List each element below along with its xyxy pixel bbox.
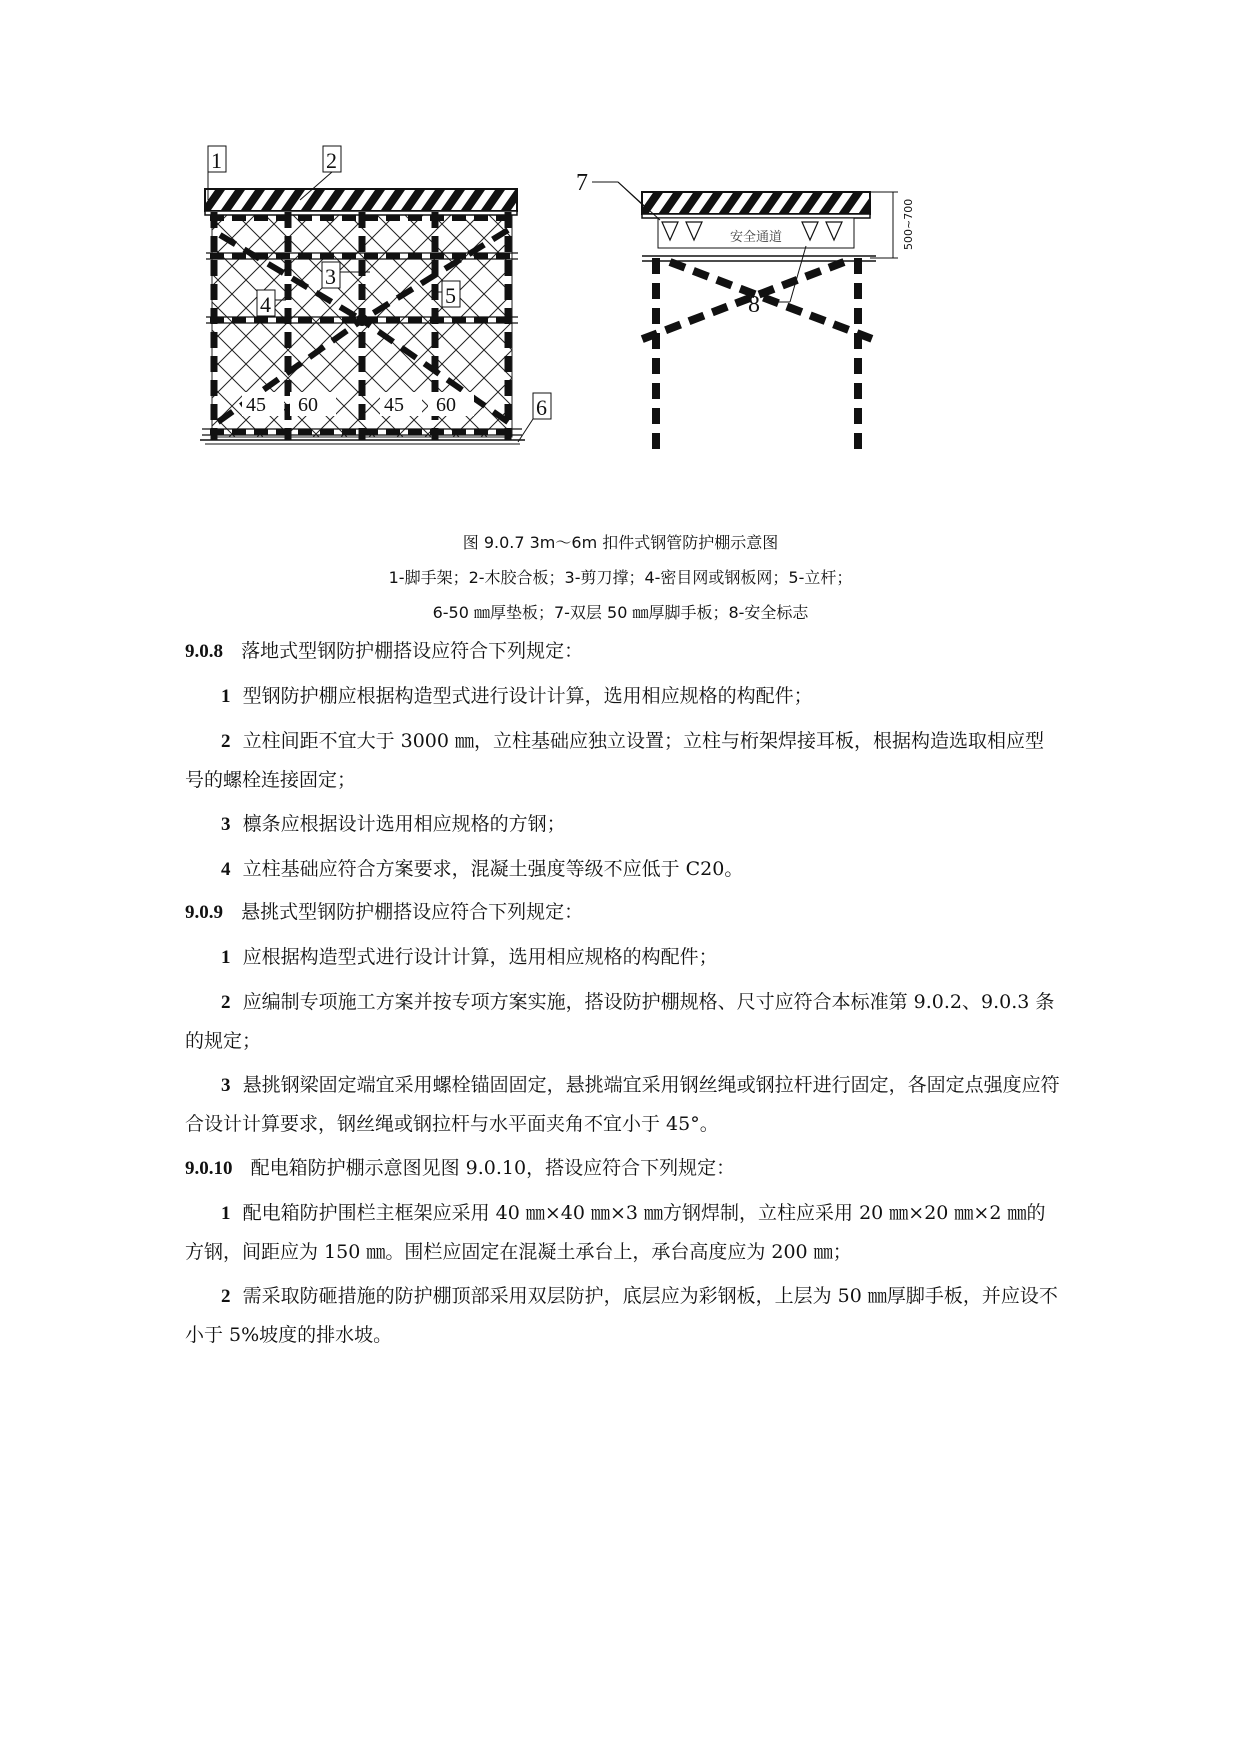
angle-label: 45 bbox=[384, 394, 404, 416]
section-number: 9.0.10 bbox=[185, 1158, 233, 1179]
callout-3: 3 bbox=[325, 264, 336, 289]
angle-label: 60 bbox=[436, 394, 456, 416]
callout-1: 1 bbox=[211, 148, 222, 173]
clause-text: 檩条应根据设计选用相应规格的方钢； bbox=[242, 813, 566, 835]
clause-text: 应根据构造型式进行设计计算，选用相应规格的构配件； bbox=[242, 946, 718, 968]
clause-number: 1 bbox=[221, 947, 231, 968]
clause-number: 4 bbox=[221, 859, 231, 880]
section-heading bbox=[185, 632, 1060, 671]
clause-text: 配电箱防护围栏主框架应采用 40 ㎜×40 ㎜×3 ㎜方钢焊制，立柱应采用 20 ㎜×20 ㎜×2 ㎜的方钢，间距应为 150 ㎜。围栏应固定在混凝土承台上，承台高度应为 200 ㎜； bbox=[185, 1202, 1046, 1263]
angle-label: 60 bbox=[298, 394, 318, 416]
clause-item bbox=[185, 722, 1060, 799]
sign-text: 安全通道 bbox=[730, 230, 783, 245]
dimension-label: 500~700 bbox=[902, 198, 915, 250]
roof-plank bbox=[205, 189, 517, 211]
clause-item bbox=[185, 938, 1060, 977]
section-number: 9.0.9 bbox=[185, 902, 223, 923]
angle-label: 45 bbox=[246, 394, 266, 416]
figure-legend-line2: 6-50 ㎜厚垫板；7-双层 50 ㎜厚脚手板；8-安全标志 bbox=[432, 603, 809, 622]
scaffold-shed-diagram bbox=[190, 140, 1090, 520]
callout-6: 6 bbox=[536, 395, 547, 420]
clause-number: 2 bbox=[221, 731, 231, 752]
clause-text: 立柱基础应符合方案要求，混凝土强度等级不应低于 C20。 bbox=[242, 858, 744, 880]
section-title: 配电箱防护棚示意图见图 9.0.10，搭设应符合下列规定： bbox=[250, 1157, 736, 1179]
clause-item bbox=[185, 677, 1060, 716]
clause-number: 3 bbox=[221, 814, 231, 835]
section-title: 落地式型钢防护棚搭设应符合下列规定： bbox=[241, 640, 584, 662]
clause-number: 2 bbox=[221, 992, 231, 1013]
callout-8: 8 bbox=[748, 292, 760, 318]
clause-item bbox=[185, 1277, 1060, 1354]
figure-caption: 图 9.0.7 3m～6m 扣件式钢管防护棚示意图 bbox=[462, 533, 779, 552]
section-number: 9.0.8 bbox=[185, 641, 223, 662]
clause-item bbox=[185, 1194, 1060, 1271]
clause-text: 悬挑钢梁固定端宜采用螺栓锚固固定，悬挑端宜采用钢丝绳或钢拉杆进行固定，各固定点强度应符合设计计算要求，钢丝绳或钢拉杆与水平面夹角不宜小于 45°。 bbox=[185, 1074, 1060, 1135]
clause-text: 型钢防护棚应根据构造型式进行设计计算，选用相应规格的构配件； bbox=[242, 685, 813, 707]
callout-4: 4 bbox=[260, 292, 271, 317]
side-elevation bbox=[576, 170, 915, 452]
clause-text: 需采取防砸措施的防护棚顶部采用双层防护，底层应为彩钢板，上层为 50 ㎜厚脚手板，并应设不小于 5%坡度的排水坡。 bbox=[185, 1285, 1058, 1346]
clause-item bbox=[185, 983, 1060, 1060]
callout-7: 7 bbox=[576, 170, 588, 196]
clause-text: 应编制专项施工方案并按专项方案实施，搭设防护棚规格、尺寸应符合本标准第 9.0.2、9.0.3 条的规定； bbox=[185, 991, 1055, 1052]
front-elevation bbox=[200, 146, 551, 444]
figure-legend-line1: 1-脚手架；2-木胶合板；3-剪刀撑；4-密目网或钢板网；5-立杆； bbox=[388, 568, 853, 587]
clause-number: 2 bbox=[221, 1286, 231, 1307]
callout-5: 5 bbox=[445, 283, 456, 308]
clause-number: 1 bbox=[221, 1203, 231, 1224]
clause-text: 立柱间距不宜大于 3000 ㎜，立柱基础应独立设置；立柱与桁架焊接耳板，根据构造选取相应型号的螺栓连接固定； bbox=[185, 730, 1045, 791]
section-heading bbox=[185, 1149, 1060, 1188]
clause-item bbox=[185, 850, 1060, 889]
clause-number: 3 bbox=[221, 1075, 231, 1096]
clause-item bbox=[185, 1066, 1060, 1143]
clause-number: 1 bbox=[221, 686, 231, 707]
section-heading bbox=[185, 893, 1060, 932]
callout-2: 2 bbox=[326, 148, 337, 173]
section-title: 悬挑式型钢防护棚搭设应符合下列规定： bbox=[241, 901, 584, 923]
double-plank bbox=[642, 192, 870, 214]
clause-item bbox=[185, 805, 1060, 844]
